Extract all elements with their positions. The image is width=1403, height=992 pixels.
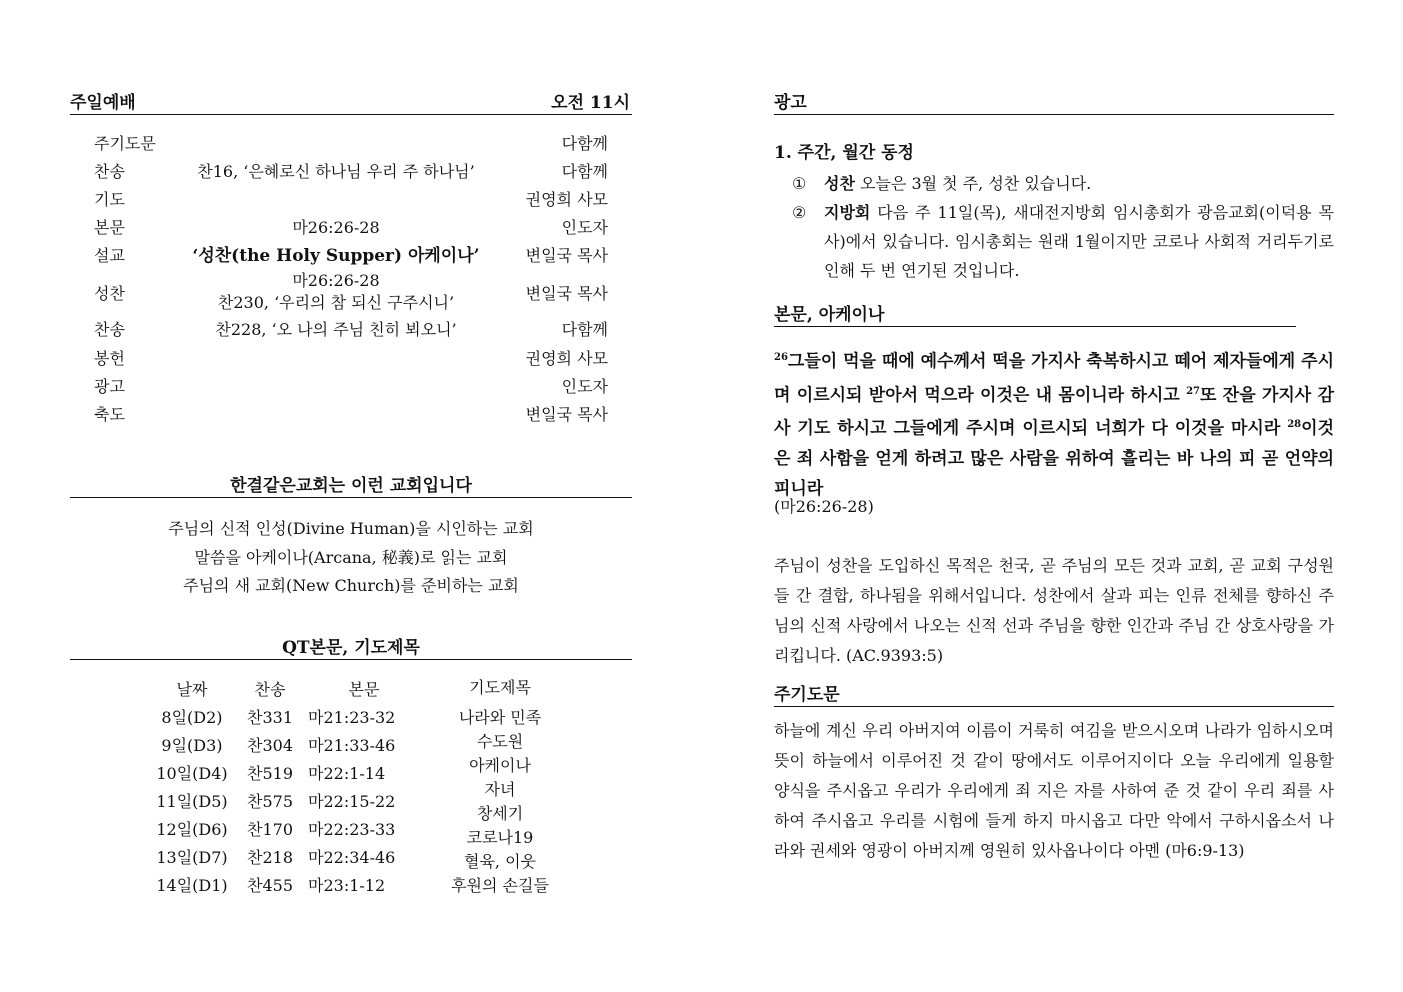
order-leader: 인도자	[561, 377, 608, 396]
qt-song: 찬218	[247, 847, 293, 867]
table-row	[146, 814, 420, 842]
qt-prayer-item: 후원의 손길들	[451, 876, 549, 895]
scripture-reference: (마26:26-28)	[774, 497, 874, 516]
worship-title: 주일예배	[70, 93, 136, 113]
order-row	[94, 214, 608, 242]
qt-date: 13일(D7)	[156, 847, 228, 867]
verse-number: 28	[1287, 419, 1302, 431]
qt-text: 마21:33-46	[308, 735, 396, 755]
order-content-line: 마26:26-28	[292, 271, 380, 290]
table-row	[146, 730, 420, 758]
order-row	[94, 130, 608, 158]
qt-date: 10일(D4)	[156, 763, 228, 783]
notice-item	[792, 198, 1334, 285]
qt-text: 마22:34-46	[308, 847, 396, 867]
qt-header	[70, 637, 632, 660]
qt-date: 8일(D2)	[161, 707, 223, 727]
qt-date: 12일(D6)	[156, 819, 228, 839]
sermon-title: ‘성찬(the Holy Supper) 아케이나’	[192, 246, 480, 266]
order-row	[94, 158, 608, 186]
church-line: 말씀을 아케이나(Arcana, 秘義)로 읽는 교회	[194, 548, 508, 567]
qt-song: 찬575	[247, 791, 293, 811]
order-leader: 다함께	[561, 320, 608, 339]
text-header	[774, 304, 1296, 327]
qt-col-header: 찬송	[254, 679, 286, 699]
order-label: 설교	[94, 246, 125, 265]
order-leader: 권영희 사모	[525, 190, 608, 209]
order-leader: 인도자	[561, 218, 608, 237]
scripture-part: 이것은 죄 사함을 얻게 하려고 많은 사람을 위하여 흘리는 바 나의 피 곧 언약의 피니라	[774, 418, 1334, 499]
order-row	[94, 401, 608, 429]
qt-date: 14일(D1)	[156, 875, 228, 895]
qt-song: 찬331	[247, 707, 293, 727]
qt-prayer-item: 창세기	[476, 804, 524, 823]
order-label: 기도	[94, 190, 125, 209]
text-title: 본문, 아케이나	[774, 305, 885, 325]
order-content: 찬16, ‘은혜로신 하나님 우리 주 하나님’	[197, 162, 475, 181]
notice-number: ①	[792, 174, 807, 193]
qt-prayer-column	[430, 676, 570, 898]
qt-table	[146, 674, 420, 898]
order-content-line: 찬230, ‘우리의 참 되신 구주시니’	[217, 293, 455, 312]
qt-col-header: 본문	[348, 679, 380, 699]
order-row	[94, 316, 608, 344]
commentary-text: 주님이 성찬을 도입하신 목적은 천국, 곧 주님의 모든 것과 교회, 곧 교회 구성원들 간 결합, 하나됨을 위해서입니다. 성찬에서 살과 피는 인류 전체를 향하신 주님의 신적 사랑에서 나오는 신적 선과 주님을 향한 인간과 주님 간 상호사랑을 가리킵니다. (AC.9393:5)	[774, 556, 1334, 665]
worship-header	[70, 92, 632, 115]
order-content: 마26:26-28	[292, 218, 380, 237]
table-row	[146, 758, 420, 786]
church-title: 한결같은교회는 이런 교회입니다	[230, 476, 472, 496]
order-label: 광고	[94, 377, 125, 396]
scripture-part: 그들이 먹을 때에 예수께서 떡을 가지사 축복하시고 떼어 제자들에게 주시며 이르시되 받아서 먹으라 이것은 내 몸이니라 하시고	[774, 351, 1334, 406]
order-label: 축도	[94, 405, 125, 424]
scripture-part: 또 잔을 가지사 감사 기도 하시고 그들에게 주시며 이르시되 너희가 다 이것을 마시라	[774, 385, 1334, 439]
order-row	[94, 373, 608, 401]
table-row	[146, 786, 420, 814]
church-line: 주님의 새 교회(New Church)를 준비하는 교회	[183, 576, 519, 595]
order-label: 주기도문	[94, 134, 156, 153]
notice-body: 오늘은 3월 첫 주, 성찬 있습니다.	[854, 174, 1092, 193]
qt-prayer-header: 기도제목	[469, 678, 531, 697]
qt-prayer-item: 혈육, 이웃	[464, 852, 536, 871]
qt-prayer-item: 자녀	[484, 780, 516, 799]
table-row	[146, 870, 420, 898]
qt-prayer-item: 코로나19	[466, 828, 534, 847]
order-leader: 변일국 목사	[525, 246, 608, 265]
notice-number: ②	[792, 203, 807, 222]
order-leader: 다함께	[561, 162, 608, 181]
table-row	[146, 702, 420, 730]
order-content	[184, 270, 488, 314]
qt-text: 마21:23-32	[308, 707, 396, 727]
qt-prayer-item: 수도원	[476, 732, 524, 751]
order-label: 찬송	[94, 320, 125, 339]
order-row	[94, 242, 608, 270]
qt-col-header: 날짜	[176, 679, 208, 699]
order-row	[94, 186, 608, 214]
qt-song: 찬304	[247, 735, 293, 755]
verse-number: 26	[774, 352, 788, 363]
prayer-header	[774, 684, 1334, 707]
order-content: 찬228, ‘오 나의 주님 친히 뵈오니’	[215, 320, 457, 339]
verse-number: 27	[1186, 385, 1200, 397]
order-leader: 변일국 목사	[525, 284, 608, 303]
notice-item	[792, 169, 1334, 198]
order-leader: 권영희 사모	[525, 349, 608, 368]
scripture-text	[774, 343, 1334, 504]
order-leader: 다함께	[561, 134, 608, 153]
qt-prayer-item: 아케이나	[469, 756, 531, 775]
church-line: 주님의 신적 인성(Divine Human)을 시인하는 교회	[168, 519, 534, 538]
table-row	[146, 842, 420, 870]
notice-text	[824, 198, 1334, 285]
qt-date: 11일(D5)	[156, 791, 228, 811]
qt-prayer-item: 나라와 민족	[458, 708, 542, 727]
worship-time: 오전 11시	[551, 93, 630, 113]
prayer-title: 주기도문	[774, 685, 840, 705]
order-label: 성찬	[94, 284, 125, 303]
qt-text: 마23:1-12	[308, 875, 386, 895]
notice-title: 광고	[774, 93, 807, 113]
qt-text: 마22:1-14	[308, 763, 386, 783]
qt-title: QT본문, 기도제목	[282, 638, 420, 658]
notice-header	[774, 92, 1334, 115]
qt-song: 찬455	[247, 875, 293, 895]
lords-prayer-text: 하늘에 계신 우리 아버지여 이름이 거룩히 여김을 받으시오며 나라가 임하시오며 뜻이 하늘에서 이루어진 것 같이 땅에서도 이루어지이다 오늘 우리에게 일용할 양식을 주시옵고 우리가 우리에게 죄 지은 자를 사하여 준 것 같이 우리 죄를 사하여 주시옵고 우리를 시험에 들게 하지 마시옵고 다만 악에서 구하시옵소서 나라와 권세와 영광이 아버지께 영원히 있사옵나이다 아멘 (마6:9-13)	[774, 721, 1334, 860]
order-label: 봉헌	[94, 349, 125, 368]
notice-head: 성찬	[824, 174, 855, 193]
order-label: 찬송	[94, 162, 125, 181]
order-row	[94, 345, 608, 373]
notice-subtitle: 1. 주간, 월간 동정	[774, 143, 914, 163]
qt-date: 9일(D3)	[161, 735, 223, 755]
church-header	[70, 475, 632, 498]
notice-head: 지방회	[824, 203, 871, 222]
order-leader: 변일국 목사	[525, 405, 608, 424]
qt-header-row	[146, 674, 420, 702]
notice-text	[824, 169, 1334, 198]
qt-text: 마22:15-22	[308, 791, 396, 811]
notice-body: 다음 주 11일(목), 새대전지방회 임시총회가 광음교회(이덕용 목사)에서 있습니다. 임시총회는 원래 1월이지만 코로나 사회적 거리두기로 인해 두 번 연기된 것입니다.	[824, 203, 1334, 280]
qt-song: 찬519	[247, 763, 293, 783]
qt-text: 마22:23-33	[308, 819, 396, 839]
qt-song: 찬170	[247, 819, 293, 839]
order-label: 본문	[94, 218, 125, 237]
